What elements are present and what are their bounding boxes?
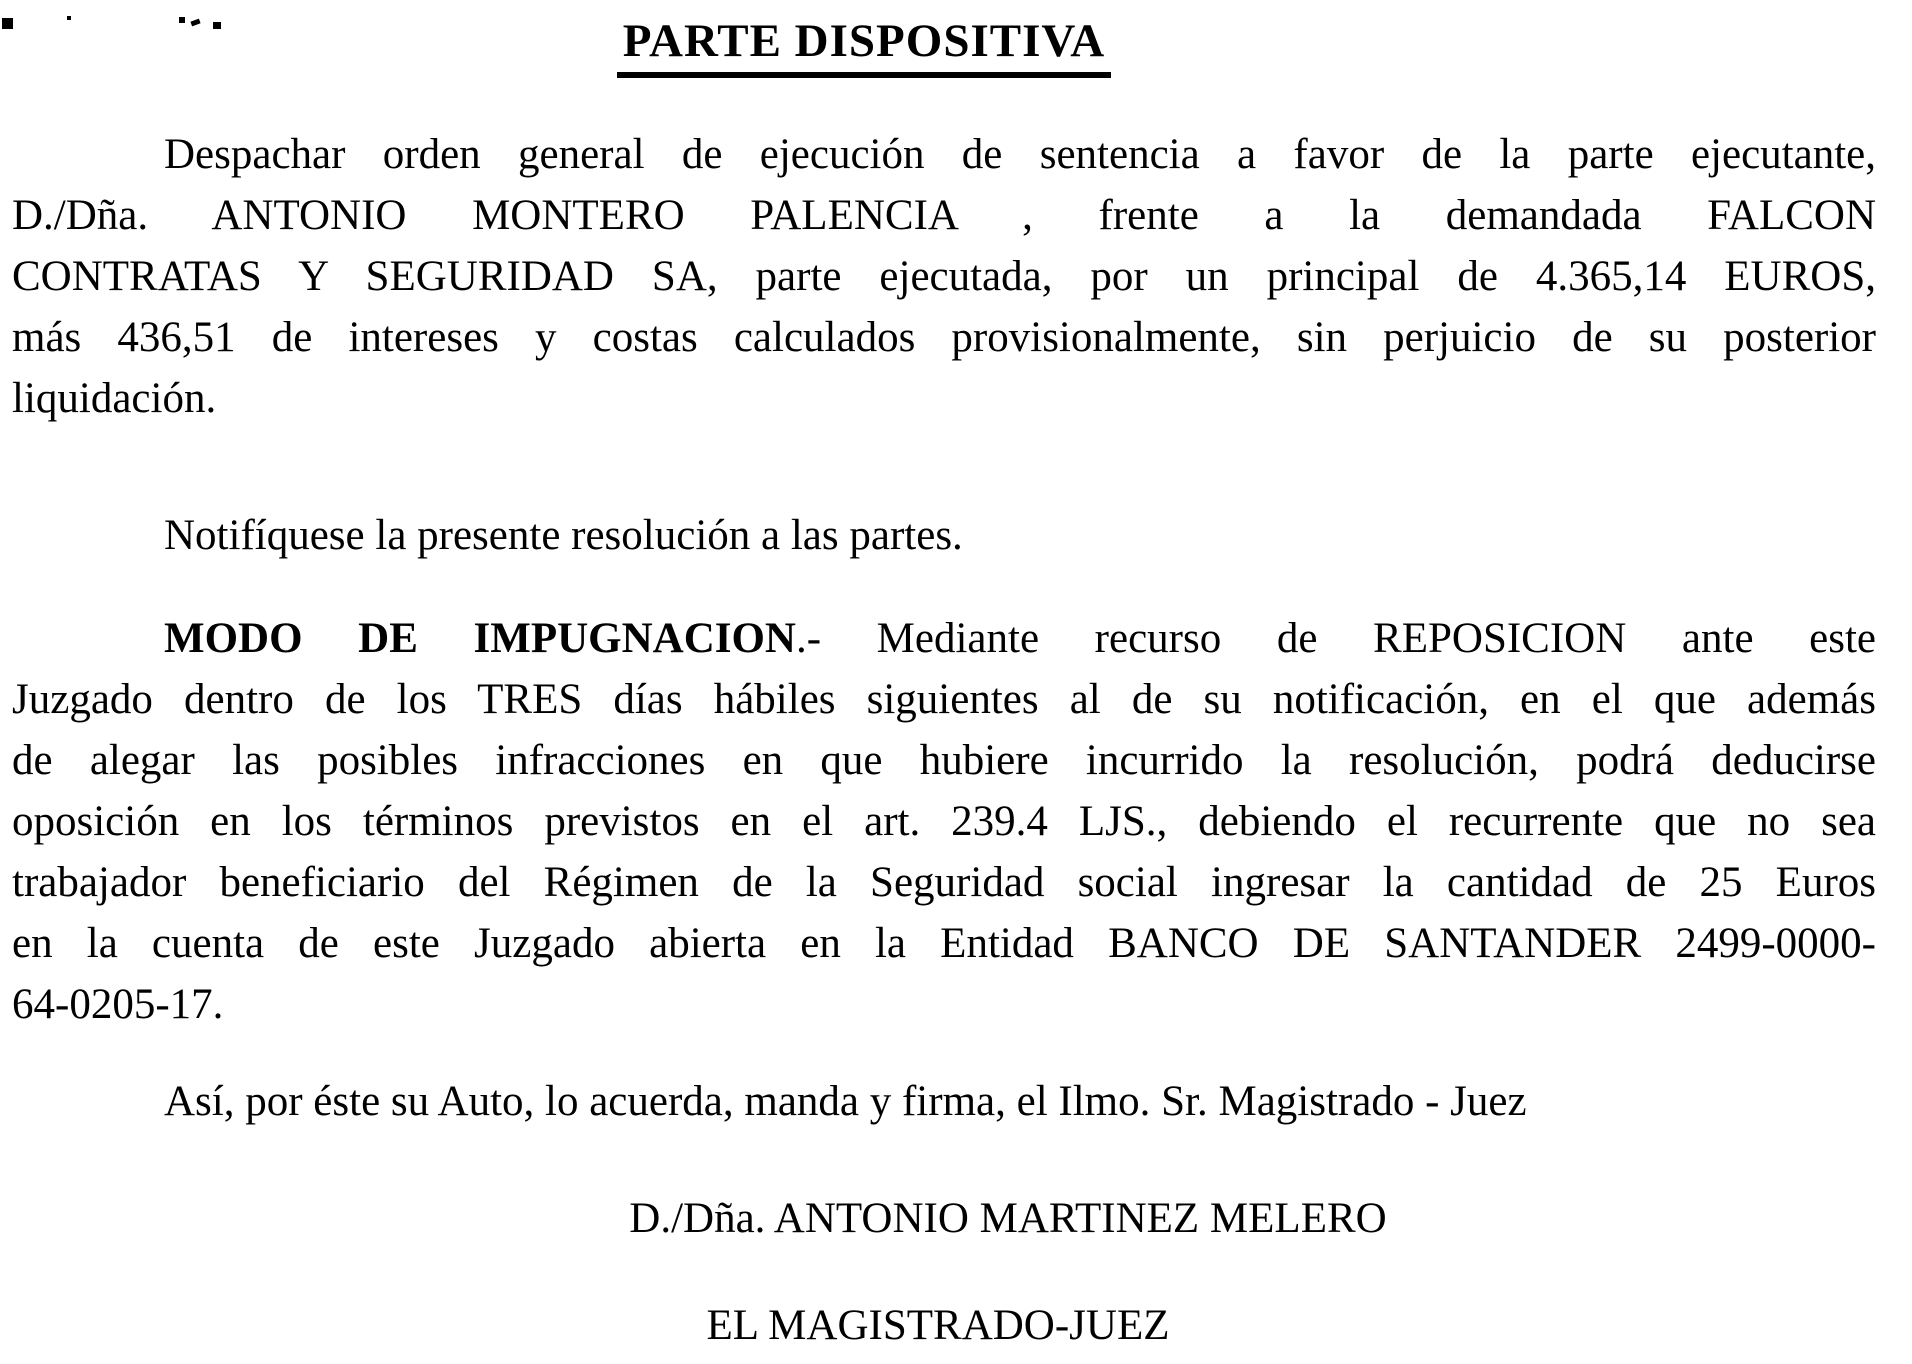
signature-judge-name: D./Dña. ANTONIO MARTINEZ MELERO — [629, 1195, 1387, 1242]
text-segment: .- Mediante recurso de REPOSICION ante este — [795, 615, 1876, 662]
text-line: Despachar orden general de ejecución de sentencia a favor de la parte ejecutante, — [164, 131, 1876, 178]
text-line: 64-0205-17. — [12, 981, 224, 1028]
modo-impugnacion-heading: MODO DE IMPUGNACION — [164, 615, 796, 662]
text-line: trabajador beneficiario del Régimen de la Seguridad social ingresar la cantidad de 25 Euros — [12, 859, 1876, 906]
text-line — [12, 608, 1876, 669]
text-line: de alegar las posibles infracciones en que hubiere incurrido la resolución, podrá deducirse — [12, 737, 1876, 784]
text-line: liquidación. — [12, 375, 217, 422]
text-line: en la cuenta de este Juzgado abierta en la Entidad BANCO DE SANTANDER 2499-0000- — [12, 920, 1876, 967]
signature-judge-role: EL MAGISTRADO-JUEZ — [706, 1302, 1170, 1349]
title-row — [0, 12, 1796, 78]
paragraph-notifiquese: Notifíquese la presente resolución a las partes. — [164, 512, 963, 559]
paragraph-modo-impugnacion — [12, 608, 1876, 1035]
text-line: D./Dña. ANTONIO MONTERO PALENCIA , frente a la demandada FALCON — [12, 192, 1876, 239]
scanned-court-document — [0, 12, 1912, 1364]
document-body — [0, 12, 1912, 1356]
text-line: oposición en los términos previstos en el art. 239.4 LJS., debiendo el recurrente que no sea — [12, 798, 1876, 845]
text-line: CONTRATAS Y SEGURIDAD SA, parte ejecutada, por un principal de 4.365,14 EUROS, — [12, 253, 1876, 300]
document-title: PARTE DISPOSITIVA — [617, 15, 1111, 78]
text-line: más 436,51 de intereses y costas calculados provisionalmente, sin perjuicio de su posterior — [12, 314, 1876, 361]
text-line: Juzgado dentro de los TRES días hábiles siguientes al de su notificación, en el que además — [12, 676, 1876, 723]
paragraph-asi-auto: Así, por éste su Auto, lo acuerda, manda y firma, el Ilmo. Sr. Magistrado - Juez — [164, 1078, 1527, 1125]
paragraph-despachar — [12, 124, 1876, 429]
